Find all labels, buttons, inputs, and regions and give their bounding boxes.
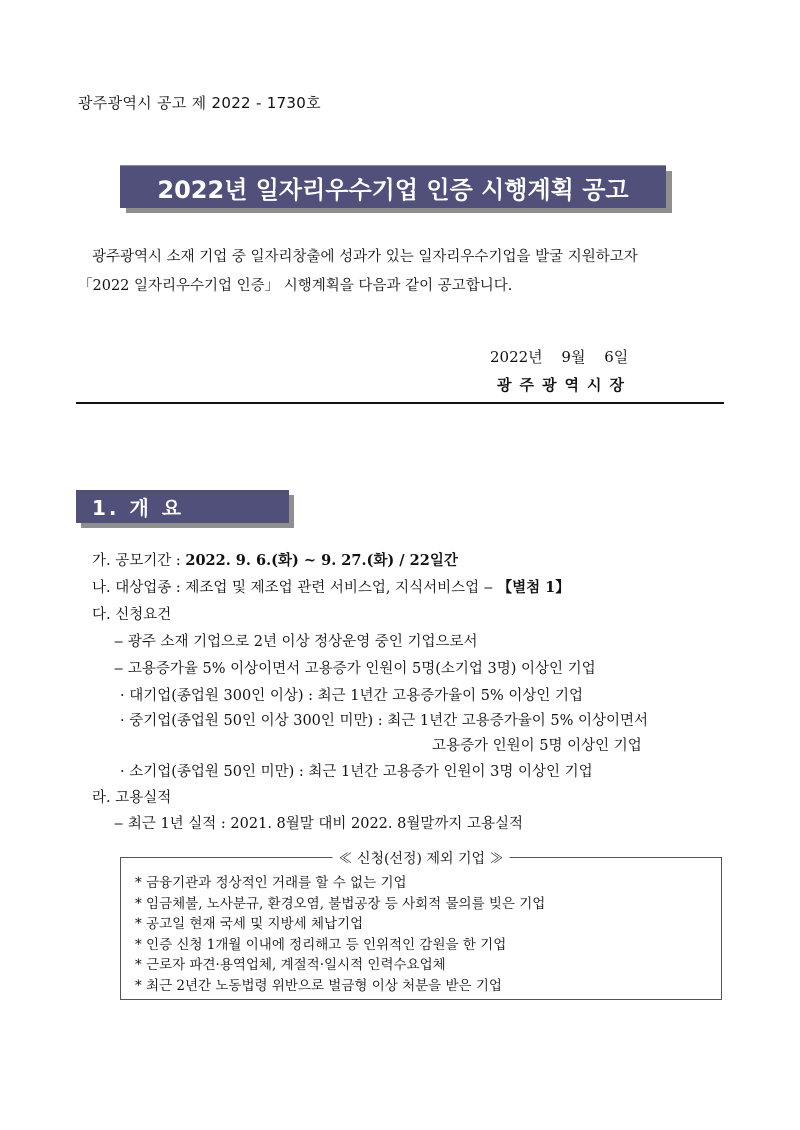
requirement-mid-b: 고용증가 인원이 5명 이상인 기업 — [432, 738, 642, 754]
industry-label: 나. 대상업종 : 제조업 및 제조업 관련 서비스업, 지식서비스업 ‒ — [92, 580, 493, 596]
requirement-small: · 소기업(종업원 50인 미만) : 최근 1년간 고용증가 인원이 3명 이상인 기업 — [120, 764, 593, 780]
exclusion-title: ≪ 신청(선정) 제외 기업 ≫ — [333, 848, 510, 868]
exclusion-item: * 임금체불, 노사분규, 환경오염, 불법공장 등 사회적 물의를 빚은 기업 — [135, 895, 546, 912]
exclusion-item: * 인증 신청 1개월 이내에 정리해고 등 인위적인 감원을 한 기업 — [135, 936, 507, 953]
period-label: 가. 공모기간 : — [92, 553, 181, 569]
requirement-2: ‒ 고용증가율 5% 이상이면서 고용증가 인원이 5명(소기업 3명) 이상인 기업 — [114, 661, 596, 677]
exclusion-box — [120, 851, 722, 1000]
industry-ref: 【별첨 1】 — [497, 579, 570, 596]
requirement-large: · 대기업(종업원 300인 이상) : 최근 1년간 고용증가율이 5% 이상인 기업 — [120, 688, 583, 704]
exclusion-list — [135, 873, 545, 996]
period-value: 2022. 9. 6.(화) ~ 9. 27.(화) / 22일간 — [185, 552, 458, 569]
intro-line-1: 광주광역시 소재 기업 중 일자리창출에 성과가 있는 일자리우수기업을 발굴 지원하고자 — [92, 249, 638, 265]
intro-line-2: 「2022 일자리우수기업 인증」 시행계획을 다음과 같이 공고합니다. — [78, 278, 513, 294]
requirement-1: ‒ 광주 소재 기업으로 2년 이상 정상운영 중인 기업으로서 — [114, 634, 478, 650]
exclusion-item: * 근로자 파견·용역업체, 계절적·일시적 인력수요업체 — [135, 957, 446, 973]
period-line — [92, 549, 458, 570]
industry-line — [92, 576, 570, 597]
requirement-mid-a: · 중기업(종업원 50인 이상 300인 미만) : 최근 1년간 고용증가율이 5% 이상이면서 — [120, 713, 649, 729]
performance-detail: ‒ 최근 1년 실적 : 2021. 8월말 대비 2022. 8월말까지 고용실적 — [114, 816, 524, 832]
issuer-name: 광주광역시장 — [497, 376, 632, 394]
exclusion-item: * 공고일 현재 국세 및 지방세 체납기업 — [135, 916, 364, 932]
exclusion-item: * 최근 2년간 노동법령 위반으로 벌금형 이상 처분을 받은 기업 — [135, 977, 502, 994]
notice-date: 2022년 9월 6일 — [490, 348, 629, 366]
performance-label: 라. 고용실적 — [92, 790, 172, 806]
section-heading: 1. 개 요 — [76, 490, 289, 523]
exclusion-item: * 금융기관과 정상적인 거래를 할 수 없는 기업 — [135, 875, 407, 891]
requirements-label: 다. 신청요건 — [92, 607, 172, 623]
notice-number: 광주광역시 공고 제 2022 - 1730호 — [78, 94, 321, 112]
page-title: 2022년 일자리우수기업 인증 시행계획 공고 — [120, 165, 666, 208]
